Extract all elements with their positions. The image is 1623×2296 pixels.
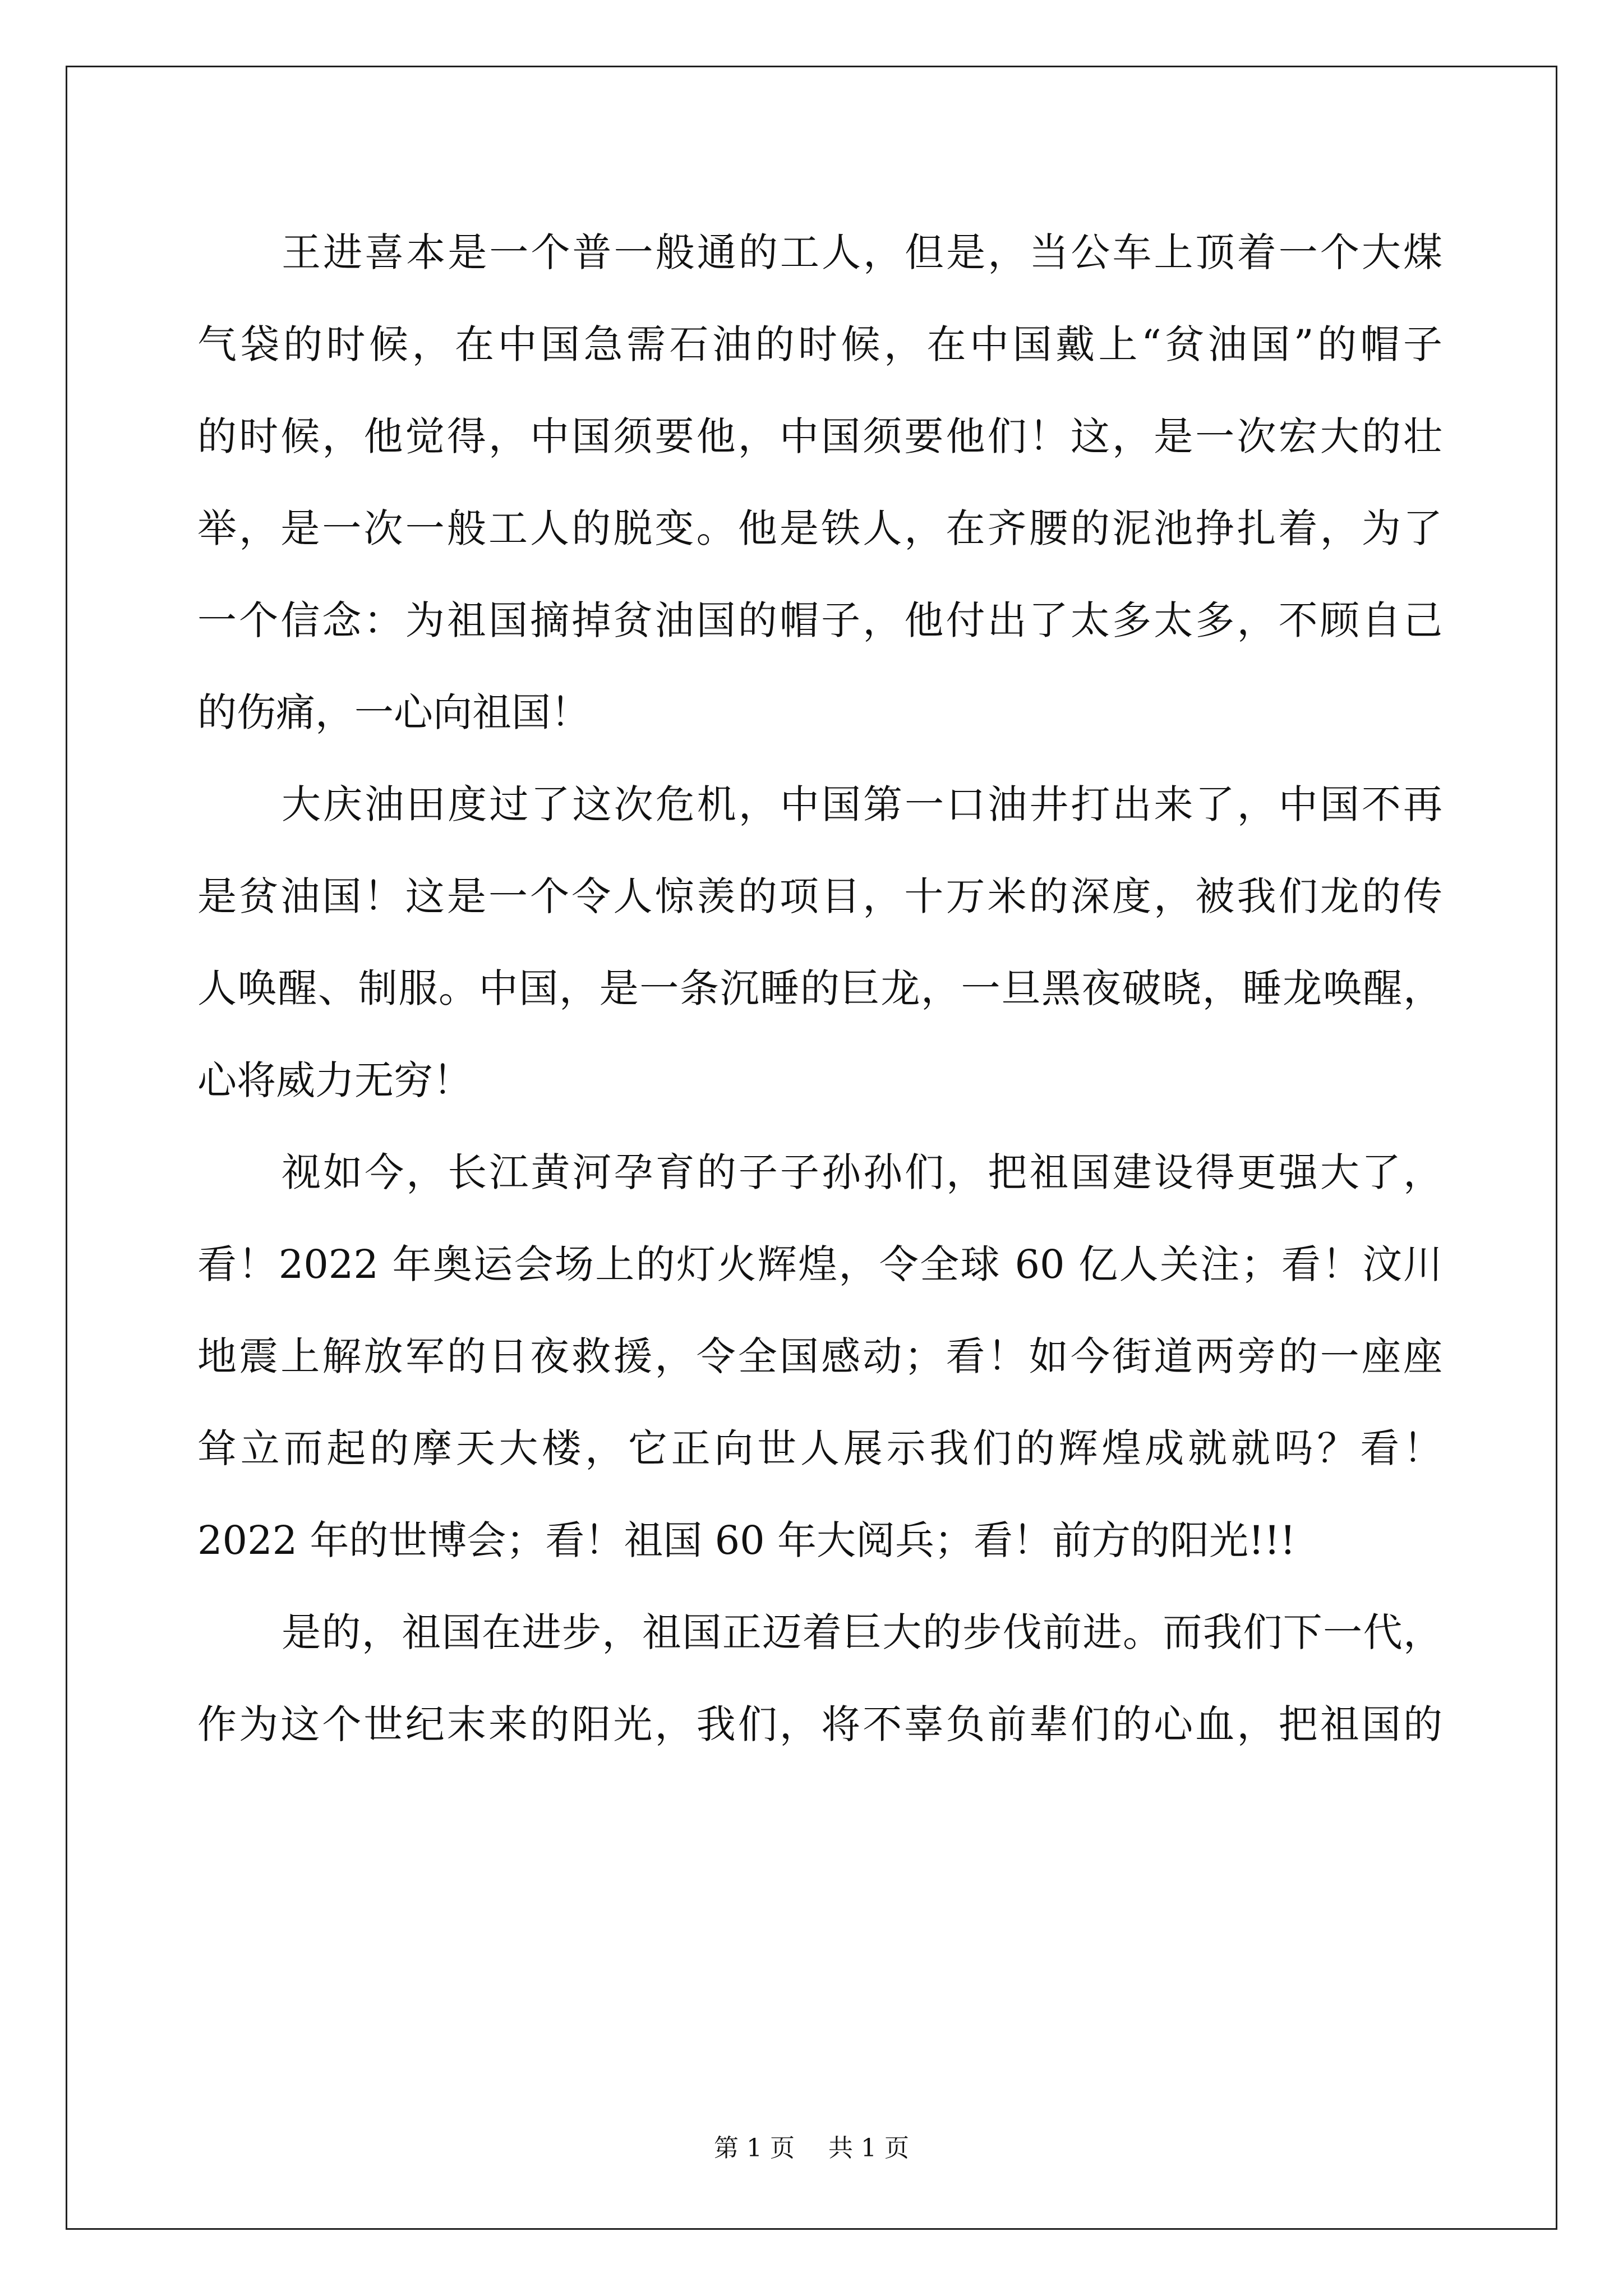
paragraph-line: 举，是一次一般工人的脱变。他是铁人，在齐腰的泥池挣扎着，为了 [197, 505, 1442, 551]
paragraph-3 [197, 1126, 1442, 1586]
paragraph-line: 是贫油国！这是一个令人惊羡的项目，十万米的深度，被我们龙的传 [197, 873, 1442, 919]
paragraph-line: 看！2022 年奥运会场上的灯火辉煌，令全球 60 亿人关注；看！汶川 [197, 1241, 1442, 1287]
document-body [197, 206, 1442, 1770]
paragraph-2 [197, 758, 1442, 1126]
paragraph-line: 视如今，长江黄河孕育的子子孙孙们，把祖国建设得更强大了， [282, 1149, 1442, 1195]
paragraph-4 [197, 1586, 1442, 1770]
page-footer [0, 2132, 1623, 2165]
page-number-current: 第 1 页 [714, 2134, 795, 2162]
page-number-total: 共 1 页 [828, 2134, 909, 2162]
paragraph-line: 2022 年的世博会；看！祖国 60 年大阅兵；看！前方的阳光!!! [197, 1517, 1296, 1563]
paragraph-line: 一个信念：为祖国摘掉贫油国的帽子，他付出了太多太多，不顾自己 [197, 597, 1442, 643]
paragraph-line: 的时候，他觉得，中国须要他，中国须要他们！这，是一次宏大的壮 [197, 413, 1442, 459]
paragraph-line: 耸立而起的摩天大楼，它正向世人展示我们的辉煌成就就吗？看！ [197, 1425, 1442, 1471]
paragraph-line: 气袋的时候，在中国急需石油的时候，在中国戴上“贫油国”的帽子 [197, 321, 1442, 367]
paragraph-line: 地震上解放军的日夜救援，令全国感动；看！如今街道两旁的一座座 [197, 1333, 1442, 1379]
paragraph-line: 大庆油田度过了这次危机，中国第一口油井打出来了，中国不再 [282, 781, 1442, 827]
paragraph-line: 人唤醒、制服。中国，是一条沉睡的巨龙，一旦黑夜破晓，睡龙唤醒， [197, 965, 1442, 1011]
paragraph-line: 王进喜本是一个普一般通的工人，但是，当公车上顶着一个大煤 [282, 229, 1442, 275]
paragraph-line: 是的，祖国在进步，祖国正迈着巨大的步伐前进。而我们下一代， [282, 1609, 1442, 1655]
paragraph-line: 心将威力无穷！ [197, 1057, 472, 1103]
paragraph-1 [197, 206, 1442, 758]
paragraph-line: 作为这个世纪末来的阳光，我们，将不辜负前辈们的心血，把祖国的 [197, 1701, 1442, 1747]
paragraph-line: 的伤痛，一心向祖国！ [197, 689, 590, 735]
